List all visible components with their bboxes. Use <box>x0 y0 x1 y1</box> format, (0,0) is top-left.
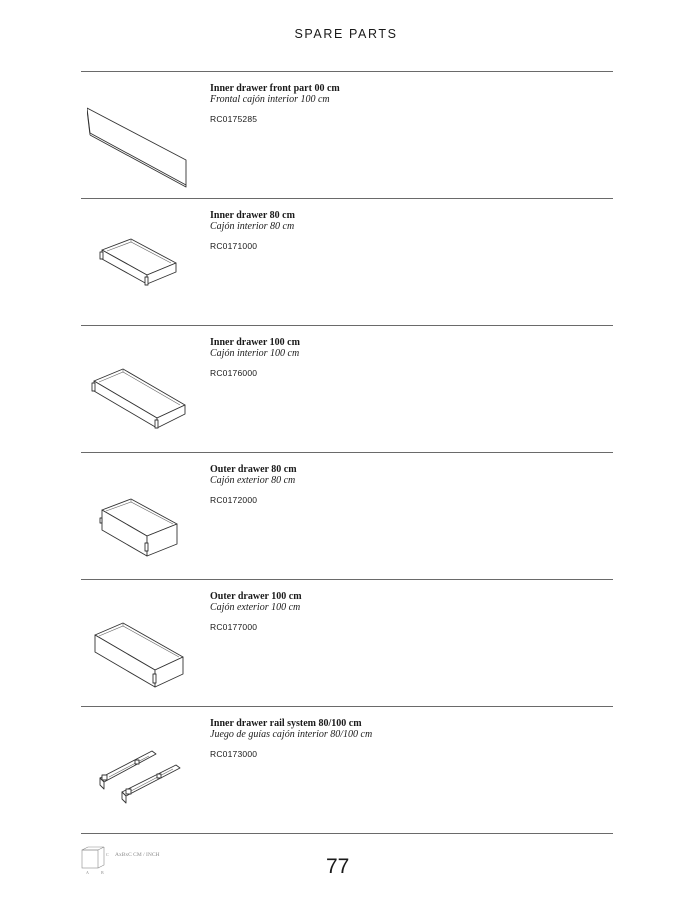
part-name: Inner drawer rail system 80/100 cm <box>210 718 362 729</box>
part-code: RC0172000 <box>210 495 258 505</box>
part-row <box>81 71 613 199</box>
dim-label-b: B <box>101 870 104 875</box>
part-name: Inner drawer front part 00 cm <box>210 83 340 94</box>
part-name-spanish: Juego de guías cajón interior 80/100 cm <box>210 729 373 740</box>
dim-label-c: C <box>106 852 109 857</box>
part-row <box>81 579 613 707</box>
part-name-spanish: Cajón exterior 100 cm <box>210 602 301 613</box>
part-row <box>81 706 613 834</box>
dimension-note: AxBxC CM / INCH <box>115 852 160 858</box>
outer-drawer-illustration <box>87 463 205 573</box>
page-number: 77 <box>326 855 350 878</box>
bottom-divider <box>81 833 613 834</box>
part-name: Inner drawer 100 cm <box>210 337 300 348</box>
page-title: SPARE PARTS <box>294 27 398 41</box>
drawer-front-panel-illustration <box>87 82 205 192</box>
part-code: RC0176000 <box>210 368 258 378</box>
drawer-rails-illustration <box>87 717 205 827</box>
part-code: RC0171000 <box>210 241 258 251</box>
part-name-spanish: Cajón exterior 80 cm <box>210 475 296 486</box>
part-name-spanish: Frontal cajón interior 100 cm <box>210 94 330 105</box>
part-code: RC0175285 <box>210 114 258 124</box>
part-code: RC0177000 <box>210 622 258 632</box>
part-name-spanish: Cajón interior 80 cm <box>210 221 295 232</box>
part-name: Outer drawer 100 cm <box>210 591 302 602</box>
dim-label-a: A <box>86 870 89 875</box>
part-name-spanish: Cajón interior 100 cm <box>210 348 300 359</box>
inner-drawer-illustration <box>87 209 205 319</box>
part-row <box>81 452 613 580</box>
part-name: Inner drawer 80 cm <box>210 210 295 221</box>
part-row <box>81 198 613 326</box>
part-name: Outer drawer 80 cm <box>210 464 297 475</box>
dimensions-cube-icon <box>80 845 110 875</box>
outer-drawer-wide-illustration <box>87 590 205 700</box>
part-row <box>81 325 613 453</box>
inner-drawer-wide-illustration <box>87 336 205 446</box>
part-code: RC0173000 <box>210 749 258 759</box>
